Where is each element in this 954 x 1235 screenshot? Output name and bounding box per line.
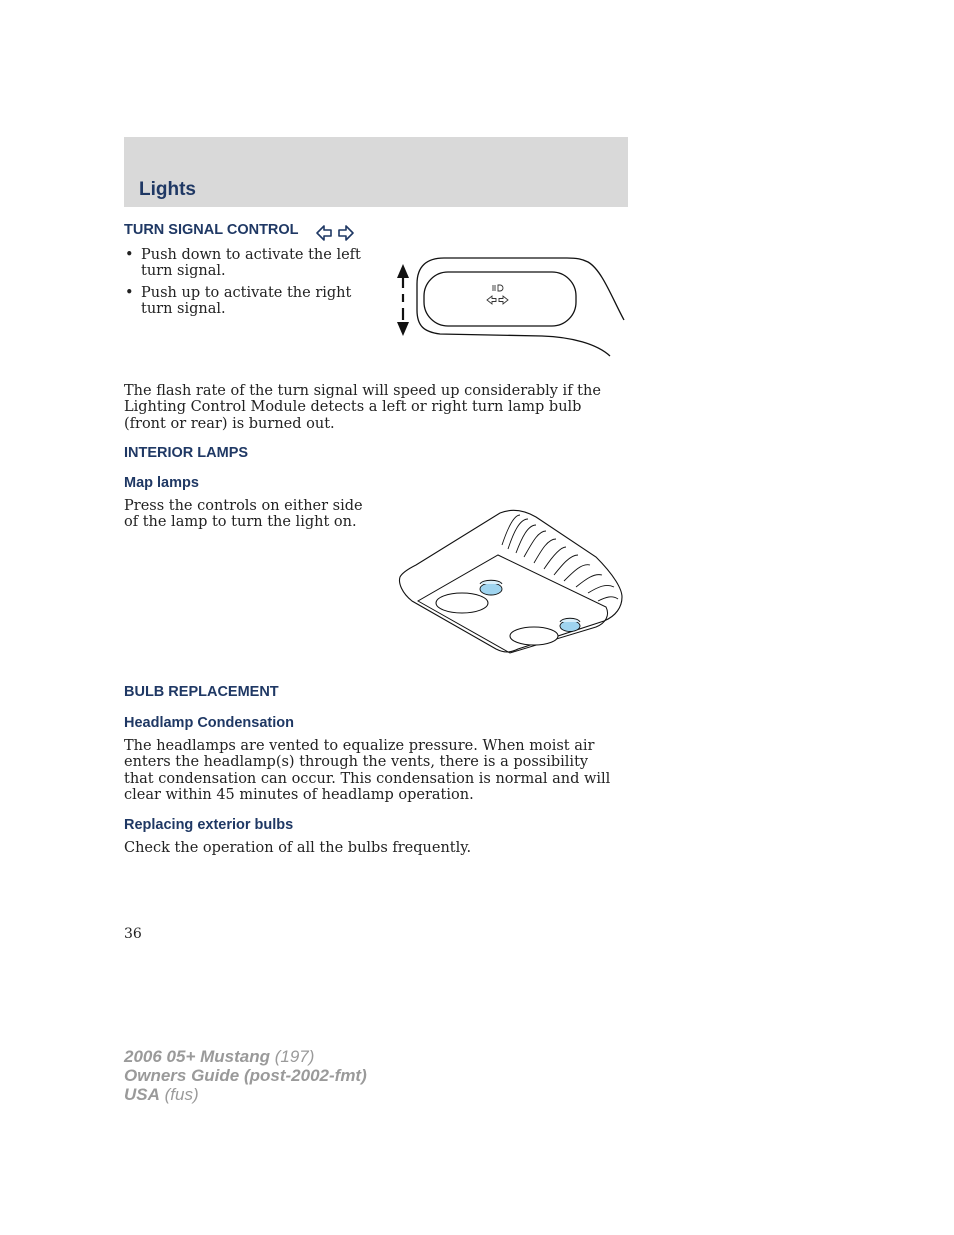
- map-lamp-illustration: [396, 509, 626, 657]
- footer-market-code: (fus): [164, 1085, 199, 1104]
- turn-signal-bullet-list: [124, 247, 384, 323]
- turn-signal-stalk-illustration: [392, 258, 628, 362]
- footer-model-code: (197): [274, 1047, 315, 1066]
- section-header-band: [124, 137, 628, 207]
- turn-signal-paragraph: The flash rate of the turn signal will speed up considerably if the Lighting Control Module detects a left or right turn lamp bulb (front or rear) is burned out.: [124, 383, 601, 432]
- small-turn-arrows-icon: [487, 296, 508, 304]
- headlamp-condensation-subheading: Headlamp Condensation: [124, 715, 294, 731]
- list-item: • Push down to activate the left turn signal.: [124, 247, 384, 280]
- footer-market: USA: [124, 1085, 160, 1104]
- headlamp-symbol-icon: [492, 285, 503, 291]
- footer-model: 2006 05+ Mustang: [124, 1047, 270, 1066]
- turn-signal-heading-text: TURN SIGNAL CONTROL: [124, 222, 299, 238]
- page-title: Lights: [139, 179, 196, 200]
- footer-line-1: [124, 1047, 367, 1066]
- map-lamps-text: Press the controls on either side of the lamp to turn the light on.: [124, 498, 363, 531]
- map-lamp-button-left-icon: [480, 580, 502, 595]
- replacing-exterior-bulbs-text: Check the operation of all the bulbs frequently.: [124, 840, 472, 856]
- footer-line-2: [124, 1066, 367, 1085]
- up-down-arrow-icon: [397, 264, 409, 336]
- turn-signal-heading: [124, 222, 299, 238]
- headlamp-condensation-text: The headlamps are vented to equalize pressure. When moist air enters the headlamp(s) through the vents, there is a possibility that condensation can occur. This condensation is normal and will clear within 45 minutes of headlamp operation.: [124, 738, 611, 804]
- page-number: 36: [124, 926, 142, 942]
- footer-line-3: [124, 1085, 367, 1104]
- interior-lamps-heading: INTERIOR LAMPS: [124, 445, 249, 461]
- map-lamp-button-right-icon: [560, 618, 580, 631]
- turn-signal-arrows-icon: [316, 224, 356, 242]
- replacing-exterior-bulbs-subheading: Replacing exterior bulbs: [124, 817, 294, 833]
- document-footer: [124, 1047, 367, 1104]
- footer-guide: Owners Guide (post-2002-fmt): [124, 1066, 367, 1085]
- map-lamps-subheading: Map lamps: [124, 475, 199, 491]
- list-item: • Push up to activate the right turn signal.: [124, 285, 384, 318]
- bulb-replacement-heading: BULB REPLACEMENT: [124, 684, 279, 700]
